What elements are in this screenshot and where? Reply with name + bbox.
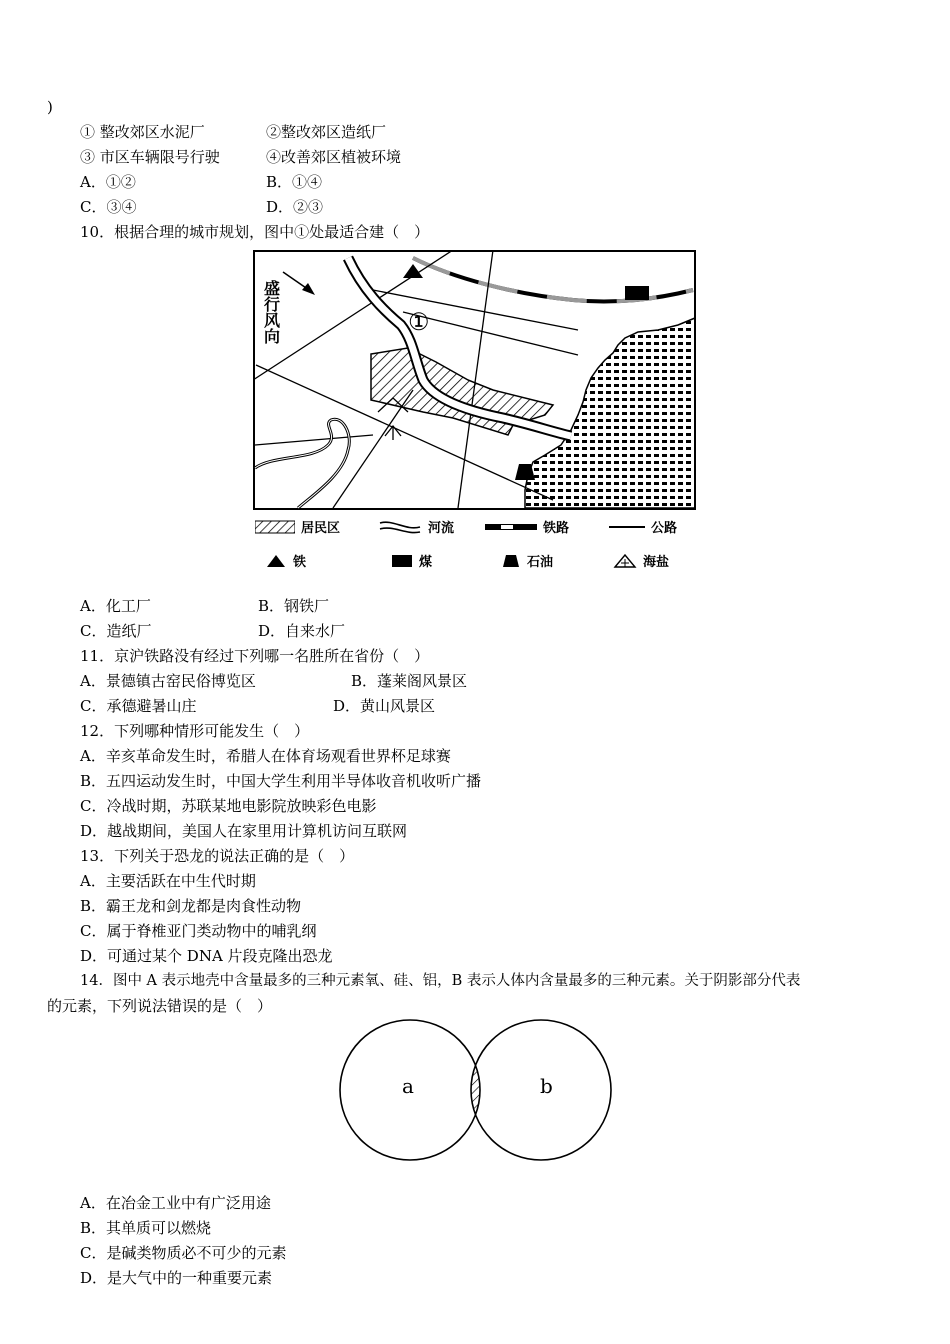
q9-choice-a[interactable]: A．①② xyxy=(80,173,136,191)
legend-railway: 铁路 xyxy=(543,521,570,536)
label-a: a xyxy=(402,1074,414,1098)
legend-road: 公路 xyxy=(651,521,678,536)
q12-choice-c[interactable]: C．冷战时期，苏联某地电影院放映彩色电影 xyxy=(80,797,377,815)
q9-choice-c[interactable]: C．③④ xyxy=(80,198,137,216)
legend-river: 河流 xyxy=(428,521,455,536)
q9-option-1: ① 整改郊区水泥厂 xyxy=(80,123,205,141)
q9-option-3: ③ 市区车辆限号行驶 xyxy=(80,148,220,166)
q14-stem-line1: 14．图中 A 表示地壳中含量最多的三种元素氧、硅、铝，B 表示人体内含量最多的三种元素。关于阴影部分代表 xyxy=(80,973,801,989)
venn-diagram xyxy=(338,1015,613,1170)
q9-choice-b[interactable]: B．①④ xyxy=(266,173,323,191)
legend-salt: 海盐 xyxy=(643,555,670,570)
q11-stem: 11．京沪铁路没有经过下列哪一名胜所在省份（ ） xyxy=(80,647,430,665)
q11-choice-d[interactable]: D．黄山风景区 xyxy=(333,697,436,715)
city-map xyxy=(253,250,696,510)
q10-stem: 10．根据合理的城市规划，图中①处最适合建（ ） xyxy=(80,223,430,241)
q10-choice-a[interactable]: A．化工厂 xyxy=(80,597,151,615)
q13-choice-a[interactable]: A．主要活跃在中生代时期 xyxy=(80,872,256,890)
legend-oil: 石油 xyxy=(527,555,554,570)
q14-choice-a[interactable]: A．在冶金工业中有广泛用途 xyxy=(80,1194,271,1212)
wind-label: 盛行风向 xyxy=(261,280,281,344)
legend-coal: 煤 xyxy=(419,555,433,570)
line-paren: ) xyxy=(47,98,53,116)
q12-stem: 12．下列哪种情形可能发生（ ） xyxy=(80,722,310,740)
map-legend xyxy=(253,515,696,575)
q12-choice-b[interactable]: B．五四运动发生时，中国大学生利用半导体收音机收听广播 xyxy=(80,772,482,790)
coal-icon xyxy=(625,286,649,300)
site-marker: ① xyxy=(408,308,430,336)
legend-residential: 居民区 xyxy=(301,521,341,536)
q9-option-2: ②整改郊区造纸厂 xyxy=(266,123,387,141)
q11-choice-a[interactable]: A．景德镇古窑民俗博览区 xyxy=(80,672,256,690)
q10-choice-b[interactable]: B．钢铁厂 xyxy=(258,597,330,615)
q14-choice-d[interactable]: D．是大气中的一种重要元素 xyxy=(80,1269,273,1287)
q11-choice-c[interactable]: C．承德避暑山庄 xyxy=(80,697,197,715)
q10-choice-c[interactable]: C．造纸厂 xyxy=(80,622,152,640)
q11-choice-b[interactable]: B．蓬莱阁风景区 xyxy=(351,672,468,690)
legend-iron: 铁 xyxy=(293,555,307,570)
q9-option-4: ④改善郊区植被环境 xyxy=(266,148,402,166)
q10-choice-d[interactable]: D．自来水厂 xyxy=(258,622,346,640)
q13-choice-b[interactable]: B．霸王龙和剑龙都是肉食性动物 xyxy=(80,897,302,915)
q12-choice-a[interactable]: A．辛亥革命发生时，希腊人在体育场观看世界杯足球赛 xyxy=(80,747,451,765)
q14-choice-b[interactable]: B．其单质可以燃烧 xyxy=(80,1219,212,1237)
q14-stem-line2: 的元素，下列说法错误的是（ ） xyxy=(47,997,273,1015)
q13-choice-c[interactable]: C．属于脊椎亚门类动物中的哺乳纲 xyxy=(80,922,317,940)
q12-choice-d[interactable]: D．越战期间，美国人在家里用计算机访问互联网 xyxy=(80,822,408,840)
q9-choice-d[interactable]: D．②③ xyxy=(266,198,324,216)
q13-choice-d[interactable]: D．可通过某个 DNA 片段克隆出恐龙 xyxy=(80,947,333,965)
q14-choice-c[interactable]: C．是碱类物质必不可少的元素 xyxy=(80,1244,287,1262)
q13-stem: 13．下列关于恐龙的说法正确的是（ ） xyxy=(80,847,355,865)
label-b: b xyxy=(540,1074,553,1098)
